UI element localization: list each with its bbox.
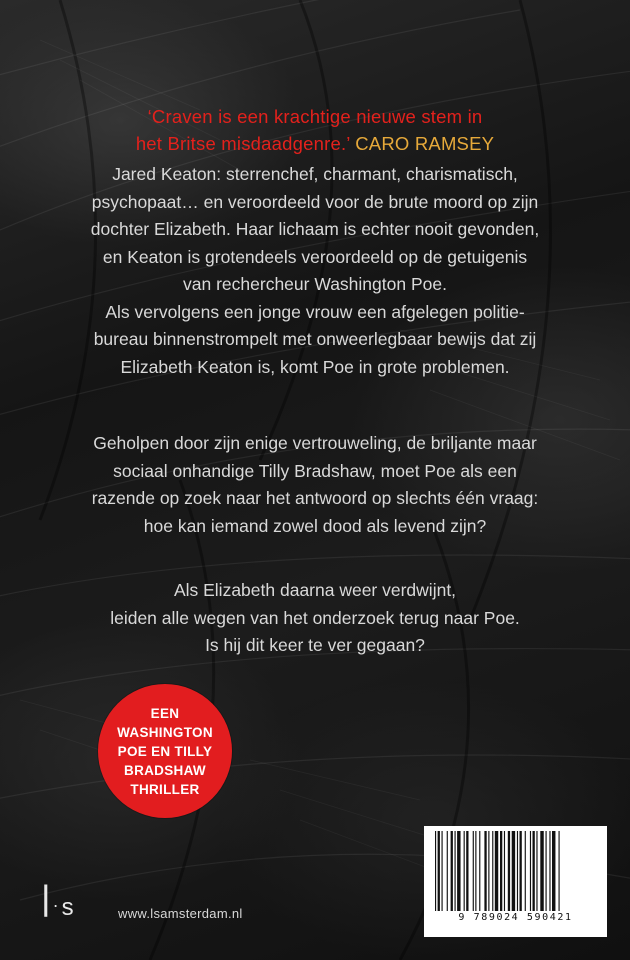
badge-line: POE EN TILLY bbox=[117, 743, 213, 759]
logo-letter-s: s bbox=[61, 894, 74, 921]
barcode-bar bbox=[457, 831, 460, 911]
barcode-bar bbox=[508, 831, 510, 911]
barcode-bar bbox=[512, 831, 515, 911]
blurb-line: leiden alle wegen van het onderzoek terug naar Poe. bbox=[110, 607, 520, 628]
barcode-bar bbox=[536, 831, 537, 911]
blurb-line: razende op zoek naar het antwoord op slechts één vraag: bbox=[91, 488, 539, 508]
blurb-paragraph-2 bbox=[20, 430, 610, 540]
quote-line-2-row bbox=[40, 130, 590, 157]
barcode-bar bbox=[549, 831, 550, 911]
blurb-line: en Keaton is grotendeels veroordeeld op de getuigenis bbox=[102, 246, 528, 267]
barcode-bar bbox=[475, 831, 476, 911]
review-quote bbox=[40, 103, 590, 157]
logo-dot: · bbox=[52, 895, 59, 915]
barcode-bar bbox=[442, 831, 443, 911]
blurb-line: hoe kan iemand zowel dood als levend zijn? bbox=[143, 515, 487, 536]
quote-line-2: het Britse misdaadgenre.’ bbox=[135, 133, 350, 154]
barcode-bar bbox=[500, 831, 502, 911]
barcode-bar bbox=[484, 831, 486, 911]
barcode-bar bbox=[559, 831, 560, 911]
barcode-bar bbox=[488, 831, 489, 911]
blurb-line: dochter Elizabeth. Haar lichaam is echter nooit gevonden, bbox=[90, 219, 540, 239]
barcode-bar bbox=[552, 831, 555, 911]
barcode-bar bbox=[530, 831, 531, 911]
isbn-number: 9 789024 590421 bbox=[458, 912, 573, 923]
barcode-bar bbox=[438, 831, 440, 911]
series-badge-text bbox=[117, 704, 213, 799]
barcode-bar bbox=[504, 831, 505, 911]
barcode-bar bbox=[495, 831, 498, 911]
blurb-line: psychopaat… en veroordeeld voor de brute moord op zijn bbox=[91, 191, 539, 212]
barcode-bar bbox=[466, 831, 468, 911]
barcode-bar bbox=[520, 831, 522, 911]
barcode-bar bbox=[455, 831, 456, 911]
barcode-bar bbox=[492, 831, 493, 911]
badge-line: BRADSHAW bbox=[124, 762, 206, 778]
barcode-bar bbox=[435, 831, 436, 911]
quote-author: CARO RAMSEY bbox=[355, 133, 495, 154]
series-badge bbox=[98, 684, 232, 818]
blurb-line: Jared Keaton: sterrenchef, charmant, charismatisch, bbox=[112, 164, 518, 184]
barcode-bar bbox=[451, 831, 453, 911]
logo-letter-l: l bbox=[42, 878, 50, 928]
blurb-line: van rechercheur Washington Poe. bbox=[183, 274, 447, 294]
blurb-line: bureau binnenstrompelt met onweerlegbaar bewijs dat zij bbox=[93, 329, 537, 349]
badge-line: EEN bbox=[150, 705, 180, 721]
isbn-barcode bbox=[424, 826, 607, 937]
barcode-bar bbox=[473, 831, 474, 911]
publisher-url: www.lsamsterdam.nl bbox=[118, 906, 243, 921]
barcode-bar bbox=[540, 831, 543, 911]
barcode-bar bbox=[517, 831, 518, 911]
blurb-line: Als vervolgens een jonge vrouw een afgelegen politie- bbox=[105, 301, 525, 322]
barcode-bar bbox=[479, 831, 480, 911]
barcode-bar bbox=[525, 831, 526, 911]
barcode-bar bbox=[533, 831, 535, 911]
badge-line: WASHINGTON bbox=[117, 724, 213, 740]
publisher-logo bbox=[42, 878, 74, 928]
barcode-bar bbox=[447, 831, 448, 911]
blurb-paragraph-3 bbox=[20, 577, 610, 660]
blurb-line: Is hij dit keer te ver gegaan? bbox=[205, 635, 425, 655]
barcode-bar bbox=[546, 831, 547, 911]
blurb-line: sociaal onhandige Tilly Bradshaw, moet Poe als een bbox=[113, 460, 517, 481]
blurb-line: Als Elizabeth daarna weer verdwijnt, bbox=[173, 580, 457, 600]
barcode-bars bbox=[433, 831, 598, 911]
blurb-paragraph-1 bbox=[20, 161, 610, 381]
badge-line: THRILLER bbox=[130, 781, 200, 797]
quote-line-1: ‘Craven is een krachtige nieuwe stem in bbox=[147, 106, 483, 127]
blurb-line: Geholpen door zijn enige vertrouweling, de briljante maar bbox=[93, 433, 537, 453]
barcode-bar bbox=[464, 831, 465, 911]
blurb-line: Elizabeth Keaton is, komt Poe in grote problemen. bbox=[120, 356, 510, 377]
